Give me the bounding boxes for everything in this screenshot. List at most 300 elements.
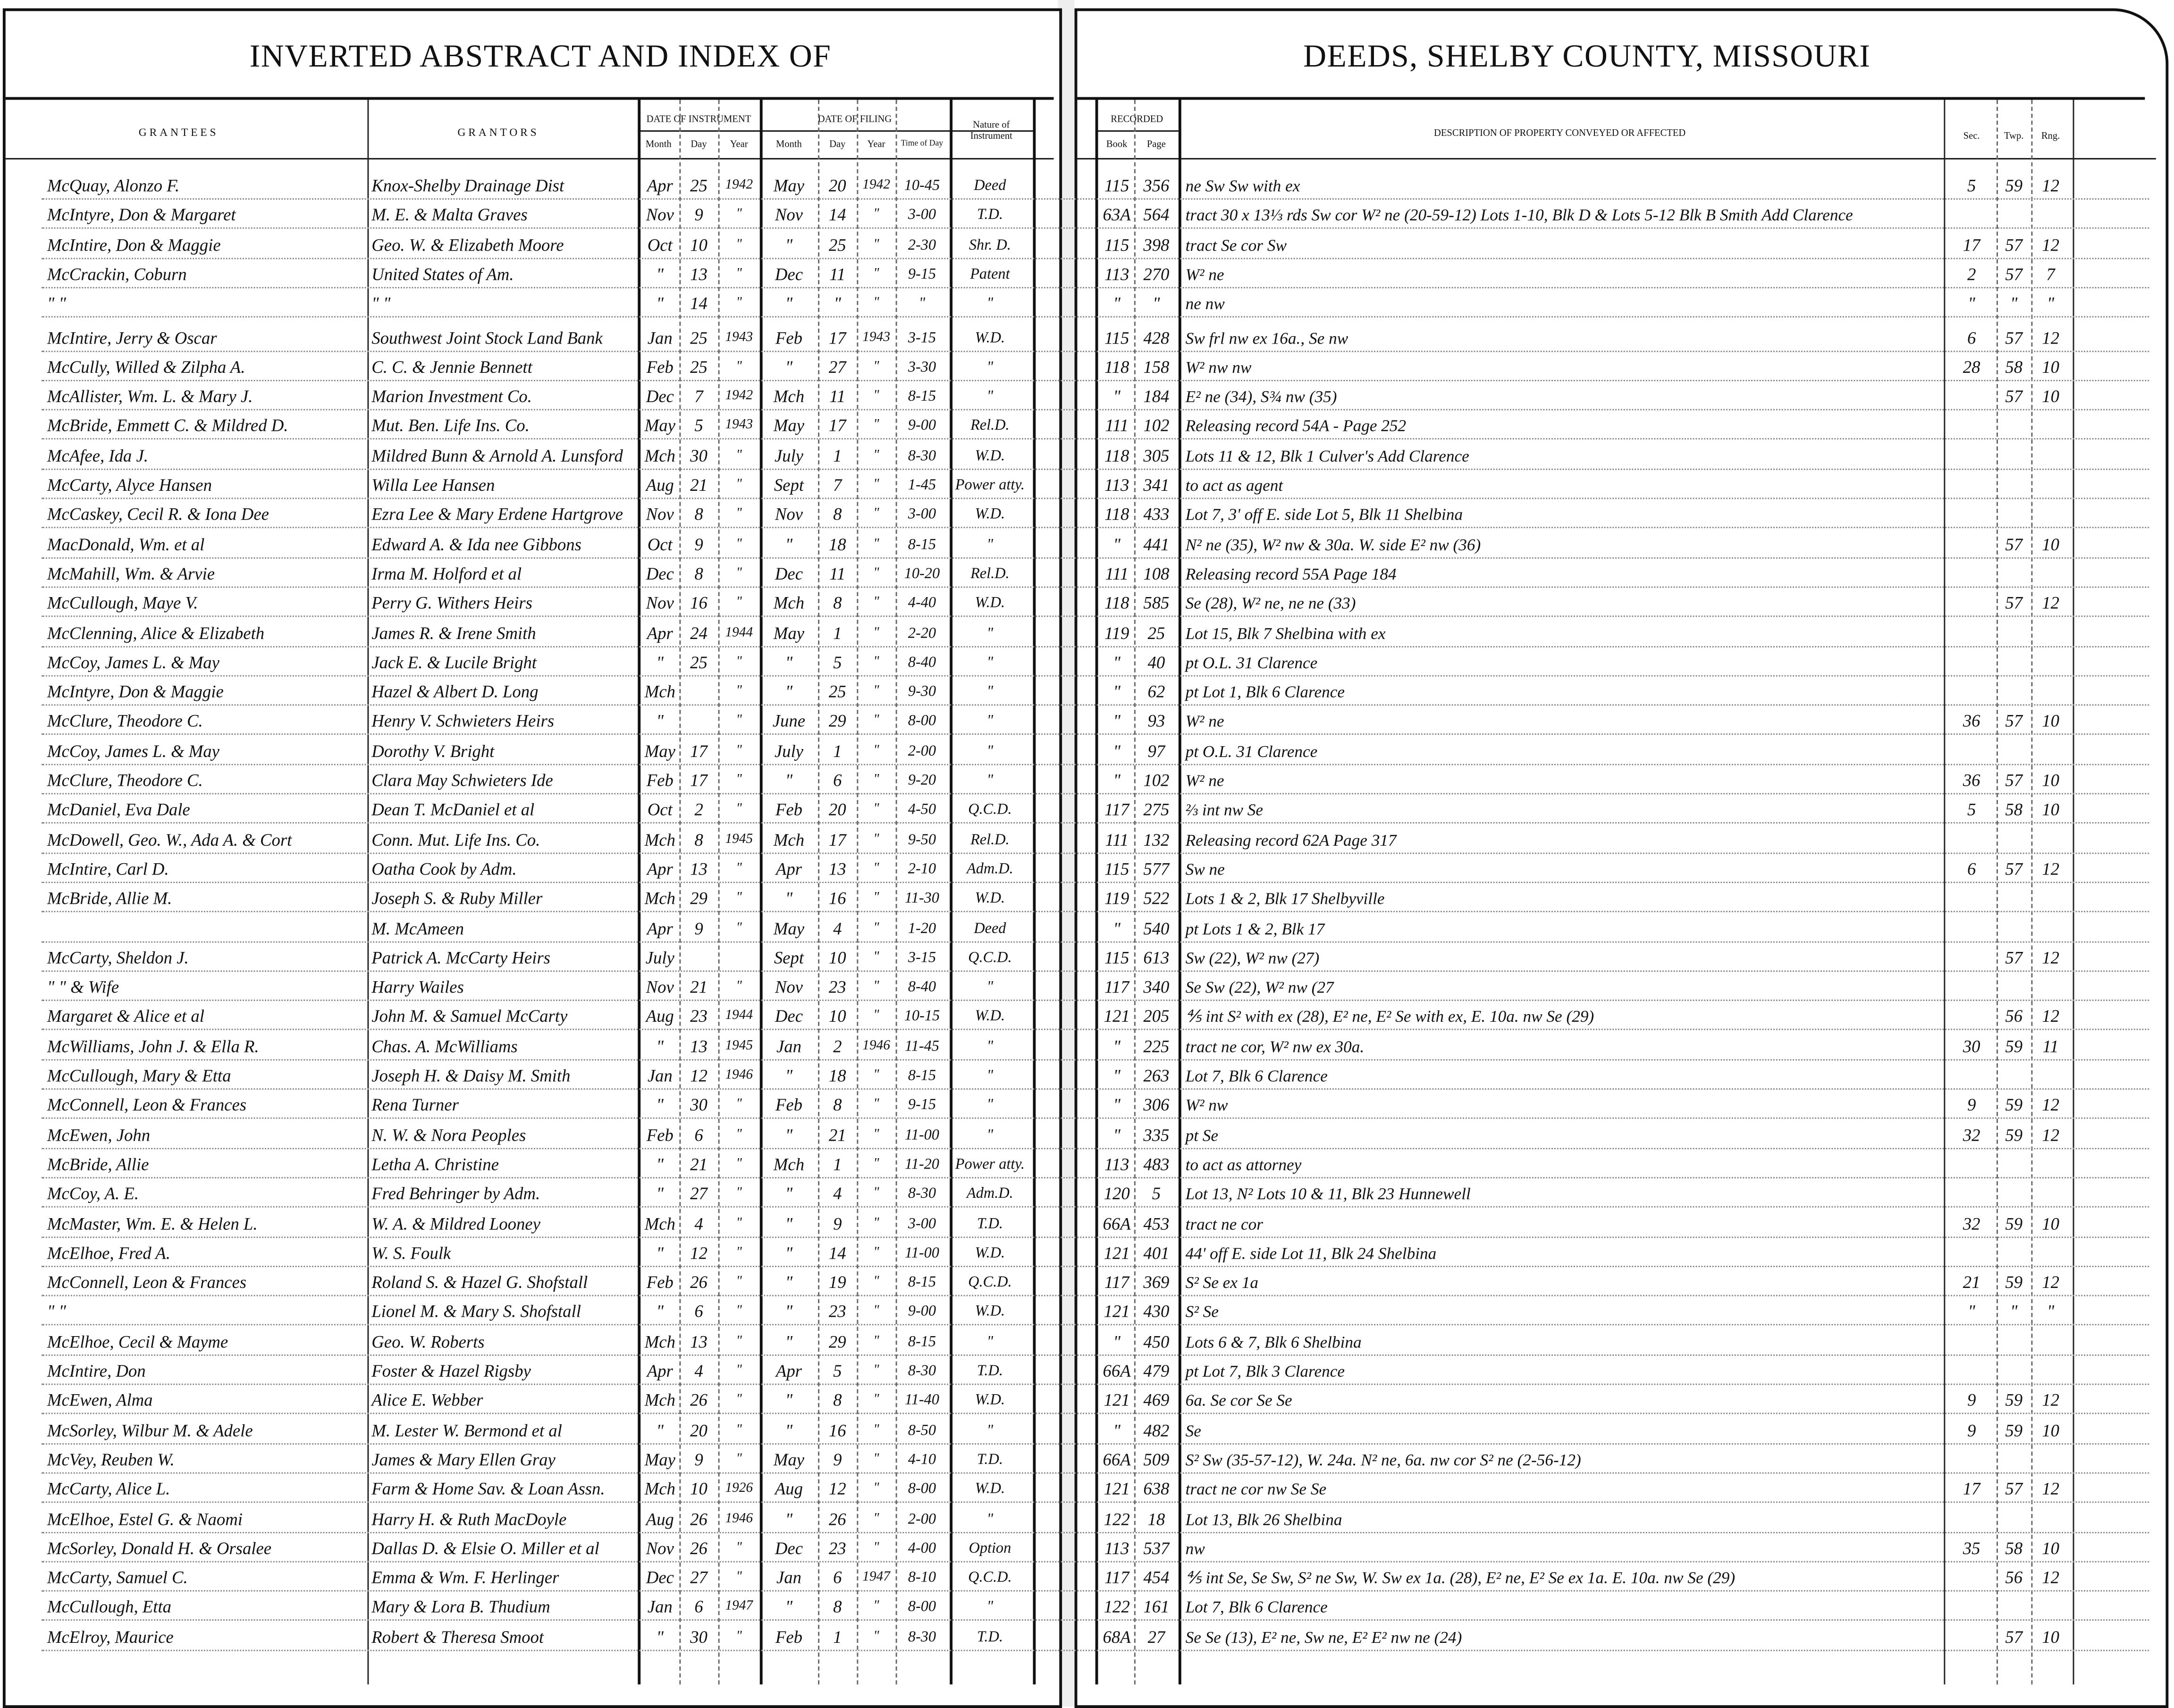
page-cell: 433 (1143, 505, 1170, 525)
time-of-day-cell: 11-30 (904, 890, 939, 907)
twp-cell: 59 (2005, 1272, 2023, 1293)
inst-month-cell: Apr (647, 1361, 673, 1381)
grantor-cell: Robert & Theresa Smoot (371, 1627, 544, 1647)
row-rule (42, 1118, 2149, 1119)
inst-year-cell: " (736, 801, 742, 817)
filing-day-cell: 1 (833, 623, 842, 643)
description-cell: 6a. Se cor Se Se (1185, 1391, 1292, 1411)
twp-cell: 57 (2005, 593, 2023, 613)
filing-day-cell: 7 (833, 475, 842, 495)
page-cell: 102 (1143, 416, 1170, 436)
inst-day-cell: 26 (690, 1539, 708, 1558)
row-rule (42, 645, 2149, 647)
sec-cell: 9 (1967, 1420, 1976, 1440)
inst-month-cell: Feb (646, 1272, 674, 1293)
inst-year-cell: 1944 (725, 624, 753, 640)
description-cell: E² ne (34), S¾ nw (35) (1185, 387, 1337, 406)
grantee-cell: McElhoe, Estel G. & Naomi (47, 1509, 243, 1529)
nature-cell: Adm.D. (966, 1186, 1013, 1203)
twp-cell: 59 (2005, 1391, 2023, 1411)
filing-month-cell: May (773, 623, 805, 643)
page-cell: 613 (1143, 948, 1170, 968)
book-cell: 113 (1104, 1154, 1129, 1174)
sec-cell: 9 (1967, 1095, 1976, 1115)
grantee-cell: MacDonald, Wm. et al (47, 534, 205, 554)
column-rule (1179, 100, 1181, 1685)
nature-cell: " (986, 1422, 994, 1439)
inst-month-cell: " (656, 1184, 664, 1204)
inst-day-cell: 4 (694, 1213, 703, 1233)
time-of-day-cell: 8-15 (908, 1274, 936, 1291)
grantee-cell: McCully, Willed & Zilpha A. (47, 357, 245, 377)
grantor-cell: John M. & Samuel McCarty (371, 1007, 568, 1026)
inst-year-cell: " (736, 1422, 742, 1437)
nature-cell: Q.C.D. (968, 1569, 1012, 1586)
inst-month-cell: Aug (646, 475, 674, 495)
grantor-cell: Emma & Wm. F. Herlinger (371, 1568, 559, 1588)
grantor-cell: Southwest Joint Stock Land Bank (371, 328, 603, 347)
book-cell: 120 (1104, 1184, 1130, 1204)
row-rule (42, 1059, 2149, 1060)
filing-month-cell: Sept (774, 475, 804, 495)
filing-year-cell: " (873, 801, 879, 817)
sec-cell: 9 (1967, 1391, 1976, 1411)
inst-day-cell: 30 (690, 1627, 708, 1647)
rng-cell: 12 (2042, 1479, 2059, 1499)
rng-cell: 12 (2042, 1272, 2059, 1293)
inst-year-cell: " (736, 1097, 742, 1112)
grantee-cell: McQuay, Alonzo F. (47, 176, 180, 196)
nature-cell: " (986, 772, 994, 789)
filing-year-cell: " (873, 236, 879, 252)
filing-month-cell: Dec (775, 1539, 803, 1558)
page-cell: 205 (1143, 1007, 1170, 1026)
inst-day-cell: 10 (690, 1479, 708, 1499)
filing-month-cell: Feb (775, 1627, 802, 1647)
page-title-left: INVERTED ABSTRACT AND INDEX OF (249, 39, 832, 74)
inst-day-cell: 5 (694, 416, 703, 436)
inst-year-cell: " (736, 207, 742, 222)
description-cell: Lot 7, Blk 6 Clarence (1185, 1066, 1328, 1086)
book-cell: 117 (1104, 800, 1129, 820)
filing-month-cell: " (785, 1302, 793, 1322)
grantor-cell: Fred Behringer by Adm. (371, 1184, 540, 1204)
inst-year-cell: " (736, 565, 742, 581)
inst-year-cell: " (736, 1186, 742, 1201)
grantor-cell: Foster & Hazel Rigsby (371, 1361, 531, 1381)
nature-cell: " (986, 979, 994, 996)
inst-month-cell: " (656, 712, 664, 732)
description-cell: tract ne cor (1185, 1213, 1264, 1233)
grantee-cell: McCaskey, Cecil R. & Iona Dee (47, 505, 269, 525)
description-cell: to act as attorney (1185, 1154, 1302, 1174)
description-cell: Lots 6 & 7, Blk 6 Shelbina (1185, 1332, 1362, 1352)
time-of-day-cell: 11-45 (904, 1038, 939, 1055)
filing-day-cell: 8 (833, 593, 842, 613)
time-of-day-cell: 3-00 (908, 1215, 936, 1232)
description-cell: pt Lots 1 & 2, Blk 17 (1185, 918, 1325, 938)
filing-year-cell: " (873, 1156, 879, 1171)
header-book: Book (1106, 138, 1128, 150)
page-cell: 428 (1143, 328, 1170, 347)
grantor-cell: Alice E. Webber (371, 1391, 483, 1411)
grantor-cell: C. C. & Jennie Bennett (371, 357, 532, 377)
filing-month-cell: Feb (775, 328, 802, 347)
inst-year-cell: " (736, 979, 742, 994)
grantor-cell: Patrick A. McCarty Heirs (371, 948, 550, 968)
filing-year-cell: " (873, 506, 879, 522)
filing-month-cell: Apr (775, 859, 802, 879)
inst-month-cell: Apr (647, 176, 673, 196)
twp-cell: 59 (2005, 176, 2023, 196)
filing-year-cell: " (873, 1540, 879, 1556)
page-cell: 93 (1147, 712, 1165, 732)
filing-year-cell: " (873, 595, 879, 611)
row-rule (42, 409, 2149, 411)
inst-year-cell: " (736, 1451, 742, 1467)
row-rule (42, 882, 2149, 883)
filing-day-cell: 10 (828, 1007, 846, 1026)
header-rng: Rng. (2041, 130, 2060, 142)
grantee-cell: " " (47, 1302, 66, 1322)
book-cell: 115 (1104, 176, 1129, 196)
filing-year-cell: " (873, 1333, 879, 1349)
header-filing-year: Year (867, 138, 885, 150)
nature-cell: Rel.D. (970, 418, 1010, 435)
grantee-cell: McConnell, Leon & Frances (47, 1095, 247, 1115)
book-cell: 121 (1104, 1302, 1130, 1322)
header-filing-month: Month (775, 138, 802, 150)
description-cell: S² Se ex 1a (1185, 1272, 1259, 1293)
filing-month-cell: May (773, 1450, 805, 1470)
description-cell: pt Lot 7, Blk 3 Clarence (1185, 1361, 1345, 1381)
time-of-day-cell: 4-10 (908, 1451, 936, 1468)
row-rule (42, 1649, 2149, 1651)
twp-cell: " (2010, 294, 2018, 314)
grantor-cell: Letha A. Christine (371, 1154, 499, 1174)
column-rule (367, 100, 369, 1685)
page-cell: 340 (1143, 977, 1170, 997)
time-of-day-cell: 8-30 (908, 1628, 936, 1645)
book-cell: 66A (1103, 1213, 1131, 1233)
nature-cell: Option (969, 1540, 1011, 1557)
filing-month-cell: " (785, 1420, 793, 1440)
time-of-day-cell: 9-00 (908, 418, 936, 435)
grantee-cell: McCarty, Samuel C. (47, 1568, 188, 1588)
inst-year-cell: " (736, 1274, 742, 1290)
time-of-day-cell: 9-15 (908, 1097, 936, 1114)
grantee-cell: McClenning, Alice & Elizabeth (47, 623, 265, 643)
inst-year-cell: " (736, 595, 742, 611)
grantor-cell: M. E. & Malta Graves (371, 205, 528, 225)
time-of-day-cell: 8-15 (908, 1067, 936, 1085)
filing-day-cell: 23 (828, 1539, 846, 1558)
inst-day-cell: 27 (690, 1184, 708, 1204)
filing-day-cell: 18 (828, 534, 846, 554)
filing-month-cell: Nov (775, 977, 803, 997)
grantee-cell: McElhoe, Fred A. (47, 1243, 170, 1263)
inst-month-cell: " (656, 1243, 664, 1263)
grantee-cell: McIntire, Don (47, 1361, 146, 1381)
time-of-day-cell: 1-45 (908, 477, 936, 494)
filing-month-cell: " (785, 682, 793, 702)
inst-month-cell: " (656, 1036, 664, 1056)
time-of-day-cell: 4-50 (908, 801, 936, 818)
time-of-day-cell: 2-30 (908, 236, 936, 253)
filing-day-cell: 5 (833, 1361, 842, 1381)
filing-day-cell: 6 (833, 771, 842, 791)
inst-month-cell: " (656, 1154, 664, 1174)
book-cell: " (1113, 1036, 1121, 1056)
grantee-cell: McCoy, James L. & May (47, 741, 219, 761)
nature-cell: W.D. (975, 1304, 1005, 1321)
grantor-cell: Harry H. & Ruth MacDoyle (371, 1509, 567, 1529)
time-of-day-cell: 2-00 (908, 742, 936, 759)
page-cell: 564 (1143, 205, 1170, 225)
grantee-cell: McWilliams, John J. & Ella R. (47, 1036, 259, 1056)
description-cell: Sw (22), W² nw (27) (1185, 948, 1320, 968)
nature-cell: " (986, 388, 994, 405)
inst-day-cell: 16 (690, 593, 708, 613)
filing-month-cell: " (785, 534, 793, 554)
time-of-day-cell: 9-20 (908, 772, 936, 789)
nature-cell: " (986, 1599, 994, 1616)
inst-year-cell: " (736, 920, 742, 935)
nature-cell: T.D. (977, 1363, 1003, 1380)
rng-cell: 12 (2042, 1007, 2059, 1026)
filing-month-cell: " (785, 357, 793, 377)
inst-month-cell: Feb (646, 357, 674, 377)
book-cell: " (1113, 682, 1121, 702)
twp-cell: 57 (2005, 1479, 2023, 1499)
inst-year-cell: " (736, 1126, 742, 1142)
inst-month-cell: July (645, 948, 674, 968)
row-rule (42, 705, 2149, 706)
time-of-day-cell: 8-15 (908, 536, 936, 553)
inst-month-cell: Nov (646, 205, 674, 225)
header-grantees: GRANTEES (138, 126, 219, 139)
grantor-cell: Geo. W. Roberts (371, 1332, 485, 1352)
grantor-cell: Joseph S. & Ruby Miller (371, 889, 543, 909)
rng-cell: 10 (2042, 1627, 2059, 1647)
grantee-cell: McIntire, Carl D. (47, 859, 169, 879)
description-cell: 44' off E. side Lot 11, Blk 24 Shelbina (1185, 1243, 1437, 1263)
page-cell: 398 (1143, 235, 1170, 255)
inst-month-cell: Mch (644, 830, 675, 850)
grantor-cell: Chas. A. McWilliams (371, 1036, 518, 1056)
filing-year-cell: " (873, 654, 879, 670)
rng-cell: 12 (2042, 948, 2059, 968)
inst-month-cell: Oct (647, 235, 673, 255)
sec-cell: 30 (1963, 1036, 1980, 1056)
time-of-day-cell: 11-40 (904, 1392, 939, 1409)
grantee-cell: McSorley, Wilbur M. & Adele (47, 1420, 253, 1440)
description-cell: ⅘ int S² with ex (28), E² ne, E² Se with ex, E. 10a. nw Se (29) (1185, 1007, 1594, 1026)
twp-cell: 59 (2005, 1125, 2023, 1145)
nature-cell: T.D. (977, 1215, 1003, 1232)
filing-day-cell: 19 (828, 1272, 846, 1293)
sec-cell: " (1968, 294, 1975, 314)
grantor-cell: Hazel & Albert D. Long (371, 682, 539, 702)
inst-month-cell: Nov (646, 593, 674, 613)
filing-day-cell: 25 (828, 682, 846, 702)
sec-cell: 21 (1963, 1272, 1980, 1293)
inst-year-cell: " (736, 536, 742, 551)
description-cell: Lot 7, 3' off E. side Lot 5, Blk 11 Shelbina (1185, 505, 1463, 525)
grantor-cell: James R. & Irene Smith (371, 623, 536, 643)
inst-day-cell: 25 (690, 176, 708, 196)
filing-month-cell: Jan (776, 1568, 801, 1588)
inst-day-cell: 4 (694, 1361, 703, 1381)
header-inst-month: Month (645, 138, 672, 150)
filing-year-cell: " (873, 418, 879, 433)
nature-cell: Rel.D. (970, 565, 1010, 582)
filing-day-cell: 20 (828, 800, 846, 820)
rng-cell: 10 (2042, 534, 2059, 554)
filing-day-cell: 8 (833, 1391, 842, 1411)
filing-year-cell: " (873, 920, 879, 935)
book-cell: " (1113, 918, 1121, 938)
filing-year-cell: " (873, 1304, 879, 1319)
rng-cell: 10 (2042, 712, 2059, 732)
inst-day-cell: 10 (690, 235, 708, 255)
nature-cell: W.D. (975, 595, 1005, 612)
filing-month-cell: " (785, 889, 793, 909)
nature-cell: Deed (974, 177, 1006, 194)
inst-day-cell: 17 (690, 771, 708, 791)
row-rule (42, 287, 2149, 288)
row-rule (42, 970, 2149, 972)
rng-cell: 10 (2042, 387, 2059, 406)
row-rule (42, 527, 2149, 529)
grantor-cell: M. Lester W. Bermond et al (371, 1420, 562, 1440)
inst-year-cell: 1946 (725, 1510, 753, 1526)
time-of-day-cell: 2-00 (908, 1510, 936, 1527)
inst-day-cell: 30 (690, 446, 708, 466)
twp-cell: 57 (2005, 235, 2023, 255)
time-of-day-cell: 3-00 (908, 207, 936, 224)
book-cell: 63A (1103, 205, 1131, 225)
filing-day-cell: 16 (828, 889, 846, 909)
grantee-cell: McConnell, Leon & Frances (47, 1272, 247, 1293)
row-rule (42, 1590, 2149, 1592)
book-cell: 121 (1104, 1007, 1130, 1026)
row-rule (42, 1354, 2149, 1355)
description-cell: ne nw (1185, 294, 1225, 314)
nature-cell: " (986, 624, 994, 641)
grantor-cell: M. McAmeen (371, 918, 464, 938)
page-cell: 158 (1143, 357, 1170, 377)
inst-day-cell: 12 (690, 1066, 708, 1086)
row-rule (42, 316, 2149, 318)
sec-cell: 6 (1967, 328, 1976, 347)
row-rule (42, 1384, 2149, 1385)
page-cell: 5 (1152, 1184, 1161, 1204)
filing-year-cell: " (873, 295, 879, 311)
column-rule (1944, 100, 1945, 1685)
page-cell: 430 (1143, 1302, 1170, 1322)
filing-day-cell: 23 (828, 977, 846, 997)
grantor-cell: United States of Am. (371, 264, 514, 284)
header-sec: Sec. (1963, 130, 1980, 142)
inst-day-cell: 8 (694, 505, 703, 525)
filing-day-cell: 14 (828, 1243, 846, 1263)
time-of-day-cell: 3-00 (908, 506, 936, 523)
description-cell: W² nw nw (1185, 357, 1252, 377)
grantee-cell: McCrackin, Coburn (47, 264, 187, 284)
book-cell: 115 (1104, 859, 1129, 879)
row-rule (42, 350, 2149, 352)
inst-year-cell: " (736, 477, 742, 492)
time-of-day-cell: 4-00 (908, 1540, 936, 1557)
nature-cell: " (986, 295, 994, 312)
page-cell: 577 (1143, 859, 1170, 879)
row-rule (42, 1531, 2149, 1532)
inst-month-cell: Mch (644, 889, 675, 909)
filing-day-cell: 1 (833, 1154, 842, 1174)
book-cell: 122 (1104, 1509, 1130, 1529)
filing-day-cell: 11 (829, 564, 846, 584)
filing-day-cell: 6 (833, 1568, 842, 1588)
time-of-day-cell: 10-20 (904, 565, 940, 582)
twp-cell: 56 (2005, 1568, 2023, 1588)
row-rule (42, 1443, 2149, 1444)
page-cell: 161 (1143, 1598, 1170, 1617)
inst-month-cell: Mch (644, 1213, 675, 1233)
grantor-cell: Henry V. Schwieters Heirs (371, 712, 555, 732)
filing-year-cell: " (873, 890, 879, 906)
time-of-day-cell: 4-40 (908, 595, 936, 612)
twp-cell: 57 (2005, 328, 2023, 347)
nature-cell: W.D. (975, 1481, 1005, 1498)
book-cell: 122 (1104, 1598, 1130, 1617)
inst-month-cell: " (656, 1302, 664, 1322)
nature-cell: W.D. (975, 1245, 1005, 1262)
nature-cell: Q.C.D. (968, 1274, 1012, 1291)
filing-month-cell: " (785, 1391, 793, 1411)
grantor-cell: Marion Investment Co. (371, 387, 532, 406)
twp-cell: 57 (2005, 534, 2023, 554)
filing-year-cell: " (873, 477, 879, 492)
description-cell: N² ne (35), W² nw & 30a. W. side E² nw (36) (1185, 534, 1481, 554)
rng-cell: 12 (2042, 859, 2059, 879)
filing-year-cell: " (873, 447, 879, 463)
rng-cell: 12 (2042, 235, 2059, 255)
row-rule (42, 468, 2149, 470)
filing-year-cell: 1943 (862, 329, 890, 345)
twp-cell: 57 (2005, 264, 2023, 284)
twp-cell: 57 (2005, 859, 2023, 879)
nature-cell: Rel.D. (970, 831, 1010, 848)
row-rule (42, 1265, 2149, 1267)
book-cell: 121 (1104, 1391, 1130, 1411)
inst-month-cell: Oct (647, 534, 673, 554)
row-rule (42, 557, 2149, 558)
time-of-day-cell: 9-50 (908, 831, 936, 848)
rng-cell: 12 (2042, 1391, 2059, 1411)
grantee-cell: McClure, Theodore C. (47, 712, 203, 732)
time-of-day-cell: 8-00 (908, 1481, 936, 1498)
grantor-cell: Geo. W. & Elizabeth Moore (371, 235, 564, 255)
book-cell: " (1113, 1066, 1121, 1086)
grantor-cell: Mildred Bunn & Arnold A. Lunsford (371, 446, 623, 466)
inst-day-cell: 23 (690, 1007, 708, 1026)
book-cell: 117 (1104, 1568, 1129, 1588)
filing-day-cell: 17 (828, 328, 846, 347)
filing-year-cell: " (873, 1067, 879, 1083)
nature-cell: " (986, 713, 994, 730)
time-of-day-cell: 8-15 (908, 1333, 936, 1350)
